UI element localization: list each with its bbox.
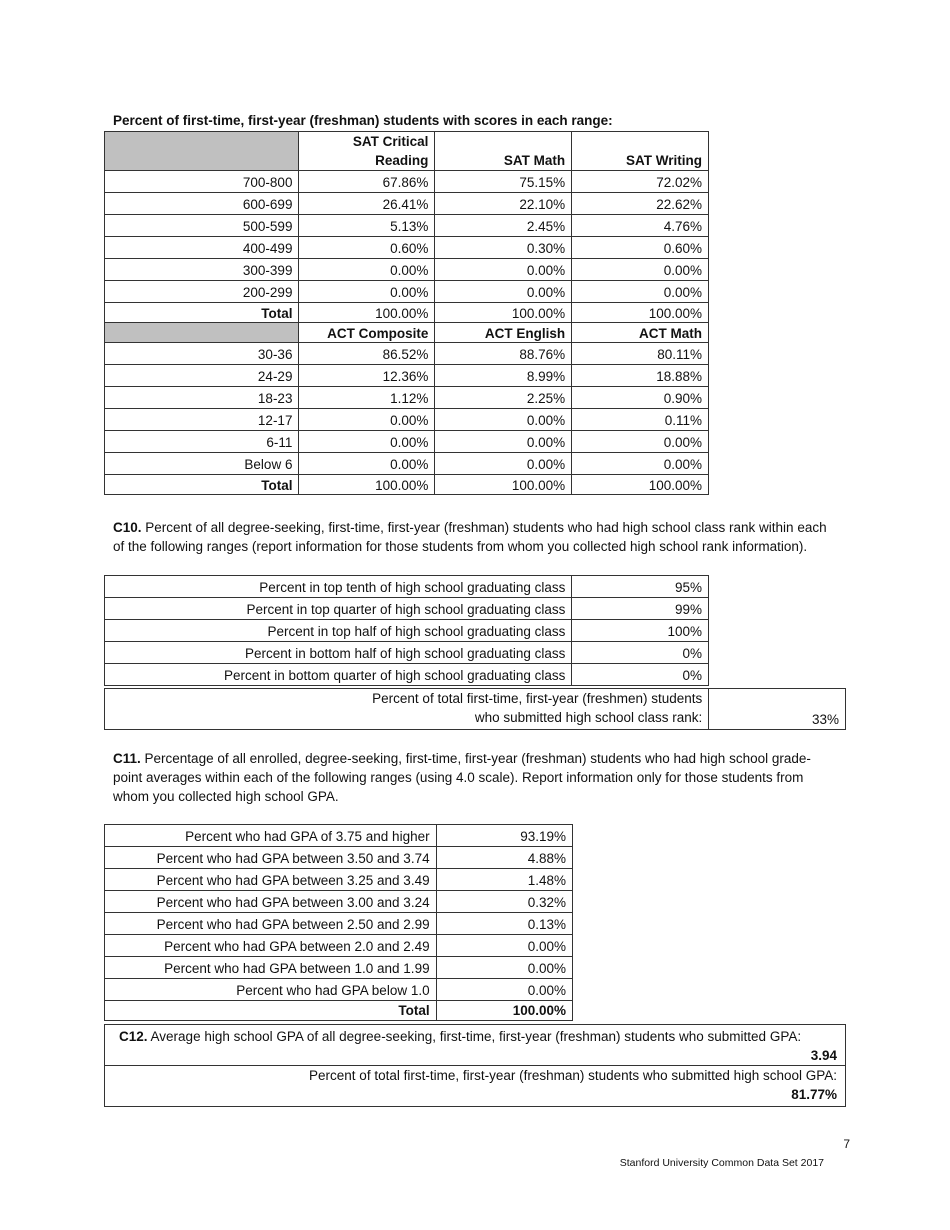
score-range-label: 12-17: [105, 409, 299, 431]
score-percent-cell: 0.60%: [299, 237, 435, 259]
gpa-range-value: 0.00%: [436, 979, 572, 1001]
c11-description: C11. Percentage of all enrolled, degree-seeking, first-time, first-year (freshman) students who had high school grade-point averages within each of the following ranges (using 4.0 scale). Report information only for those students from whom you collected high school GPA.: [113, 751, 811, 804]
score-percent-cell: 0.11%: [572, 409, 709, 431]
sat-score-row: [105, 171, 709, 193]
act-header-blank: [105, 323, 299, 343]
gpa-range-label: Percent who had GPA between 1.0 and 1.99: [105, 957, 437, 979]
c12-percent-label: Percent of total first-time, first-year (freshman) students who submitted high school GPA:: [309, 1068, 837, 1083]
sat-total-row: [105, 303, 709, 323]
score-percent-cell: 0.00%: [299, 281, 435, 303]
score-percent-cell: 0.00%: [572, 259, 709, 281]
score-percent-cell: 0.00%: [299, 453, 435, 475]
gpa-range-row: [105, 847, 573, 869]
gpa-range-row: [105, 979, 573, 1001]
score-percent-cell: 22.10%: [435, 193, 572, 215]
score-percent-cell: 18.88%: [572, 365, 709, 387]
sat-header-blank: [105, 132, 299, 171]
score-percent-cell: 88.76%: [435, 343, 572, 365]
act-score-row: [105, 387, 709, 409]
gpa-range-value: 0.00%: [436, 935, 572, 957]
score-percent-cell: 0.00%: [435, 431, 572, 453]
score-percent-cell: 0.00%: [435, 281, 572, 303]
gpa-range-row: [105, 913, 573, 935]
class-rank-value: 99%: [572, 598, 709, 620]
gpa-range-value: 0.00%: [436, 957, 572, 979]
score-percent-cell: 12.36%: [299, 365, 435, 387]
act-score-row: [105, 431, 709, 453]
score-percent-cell: 0.00%: [435, 453, 572, 475]
gpa-range-label: Percent who had GPA between 3.50 and 3.74: [105, 847, 437, 869]
score-range-label: 24-29: [105, 365, 299, 387]
gpa-range-label: Percent who had GPA between 2.0 and 2.49: [105, 935, 437, 957]
act-header-cell: ACT Composite: [299, 323, 435, 343]
sat-header-math: SAT Math: [435, 132, 572, 171]
sat-header-critical-reading: SAT Critical Reading: [299, 132, 435, 171]
score-percent-cell: 8.99%: [435, 365, 572, 387]
c11-total-label: Total: [105, 1001, 437, 1021]
act-score-row: [105, 453, 709, 475]
c11-total-value: 100.00%: [436, 1001, 572, 1021]
score-range-label: 18-23: [105, 387, 299, 409]
score-percent-cell: 0.90%: [572, 387, 709, 409]
score-percent-cell: 80.11%: [572, 343, 709, 365]
gpa-range-value: 0.32%: [436, 891, 572, 913]
class-rank-value: 100%: [572, 620, 709, 642]
score-range-label: 500-599: [105, 215, 299, 237]
class-rank-row: [105, 664, 709, 686]
scores-table: [104, 131, 709, 495]
score-percent-cell: 0.00%: [299, 259, 435, 281]
gpa-range-value: 0.13%: [436, 913, 572, 935]
gpa-range-label: Percent who had GPA between 2.50 and 2.99: [105, 913, 437, 935]
c10-submitted-label: Percent of total first-time, first-year (freshmen) students who submitted high school class rank:: [105, 689, 709, 730]
score-range-label: Below 6: [105, 453, 299, 475]
page-number: 7: [843, 1137, 850, 1151]
act-header-cell: ACT English: [435, 323, 572, 343]
c11-total-row: [105, 1001, 573, 1021]
score-range-label: 30-36: [105, 343, 299, 365]
c12-average-value: 3.94: [810, 1048, 837, 1063]
scores-title: Percent of first-time, first-year (freshman) students with scores in each range:: [113, 113, 613, 128]
c10-class-rank-table: [104, 575, 709, 686]
score-percent-cell: 67.86%: [299, 171, 435, 193]
class-rank-label: Percent in bottom quarter of high school graduating class: [105, 664, 572, 686]
gpa-range-row: [105, 957, 573, 979]
class-rank-row: [105, 576, 709, 598]
class-rank-row: [105, 598, 709, 620]
gpa-range-value: 93.19%: [436, 825, 572, 847]
gpa-range-label: Percent who had GPA between 3.00 and 3.24: [105, 891, 437, 913]
total-value: 100.00%: [299, 475, 435, 495]
score-percent-cell: 2.25%: [435, 387, 572, 409]
total-value: 100.00%: [572, 475, 709, 495]
act-total-row: [105, 475, 709, 495]
gpa-range-label: Percent who had GPA between 3.25 and 3.49: [105, 869, 437, 891]
score-percent-cell: 0.30%: [435, 237, 572, 259]
sat-header-writing: SAT Writing: [572, 132, 709, 171]
c10-description: C10. Percent of all degree-seeking, first-time, first-year (freshman) students who had high school class rank within each of the following ranges (report information for those students from whom you collected high school rank information).: [113, 520, 827, 554]
total-value: 100.00%: [299, 303, 435, 323]
score-percent-cell: 0.00%: [572, 453, 709, 475]
c12-percent-row: [105, 1066, 846, 1107]
sat-score-row: [105, 281, 709, 303]
score-percent-cell: 2.45%: [435, 215, 572, 237]
score-percent-cell: 4.76%: [572, 215, 709, 237]
gpa-range-row: [105, 891, 573, 913]
total-label: Total: [105, 475, 299, 495]
class-rank-row: [105, 620, 709, 642]
class-rank-label: Percent in bottom half of high school graduating class: [105, 642, 572, 664]
score-percent-cell: 1.12%: [299, 387, 435, 409]
act-score-row: [105, 343, 709, 365]
c12-gpa-table: [104, 1024, 846, 1107]
gpa-range-row: [105, 935, 573, 957]
score-range-label: 6-11: [105, 431, 299, 453]
act-score-row: [105, 365, 709, 387]
score-range-label: 400-499: [105, 237, 299, 259]
sat-score-row: [105, 259, 709, 281]
score-percent-cell: 26.41%: [299, 193, 435, 215]
score-percent-cell: 86.52%: [299, 343, 435, 365]
c12-average-row: [105, 1025, 846, 1066]
act-score-row: [105, 409, 709, 431]
act-header-row: [105, 323, 709, 343]
class-rank-value: 0%: [572, 642, 709, 664]
total-value: 100.00%: [572, 303, 709, 323]
total-label: Total: [105, 303, 299, 323]
score-range-label: 300-399: [105, 259, 299, 281]
act-header-cell: ACT Math: [572, 323, 709, 343]
gpa-range-label: Percent who had GPA of 3.75 and higher: [105, 825, 437, 847]
class-rank-label: Percent in top quarter of high school graduating class: [105, 598, 572, 620]
gpa-range-row: [105, 869, 573, 891]
score-percent-cell: 5.13%: [299, 215, 435, 237]
gpa-range-value: 1.48%: [436, 869, 572, 891]
score-percent-cell: 22.62%: [572, 193, 709, 215]
c11-gpa-table: [104, 824, 573, 1021]
sat-score-row: [105, 193, 709, 215]
class-rank-row: [105, 642, 709, 664]
score-percent-cell: 0.00%: [435, 259, 572, 281]
class-rank-value: 0%: [572, 664, 709, 686]
score-percent-cell: 75.15%: [435, 171, 572, 193]
sat-header-row: [105, 132, 709, 171]
footer-source: Stanford University Common Data Set 2017: [619, 1157, 824, 1169]
c10-submitted-table: [104, 688, 846, 730]
c12-percent-value: 81.77%: [791, 1087, 837, 1102]
score-range-label: 200-299: [105, 281, 299, 303]
c12-percent-cell: [105, 1066, 846, 1107]
total-value: 100.00%: [435, 475, 572, 495]
class-rank-label: Percent in top half of high school graduating class: [105, 620, 572, 642]
total-value: 100.00%: [435, 303, 572, 323]
gpa-range-label: Percent who had GPA below 1.0: [105, 979, 437, 1001]
score-percent-cell: 72.02%: [572, 171, 709, 193]
score-percent-cell: 0.00%: [299, 409, 435, 431]
c12-average-cell: C12. Average high school GPA of all degree-seeking, first-time, first-year (freshman) students who submitted GPA: 3.94: [105, 1025, 846, 1066]
class-rank-label: Percent in top tenth of high school graduating class: [105, 576, 572, 598]
score-percent-cell: 0.00%: [572, 431, 709, 453]
score-percent-cell: 0.00%: [299, 431, 435, 453]
score-percent-cell: 0.00%: [435, 409, 572, 431]
class-rank-value: 95%: [572, 576, 709, 598]
sat-score-row: [105, 237, 709, 259]
score-range-label: 600-699: [105, 193, 299, 215]
score-range-label: 700-800: [105, 171, 299, 193]
sat-score-row: [105, 215, 709, 237]
gpa-range-row: [105, 825, 573, 847]
c10-submitted-value: 33%: [709, 689, 846, 730]
score-percent-cell: 0.60%: [572, 237, 709, 259]
c10-submitted-row: [105, 689, 846, 730]
gpa-range-value: 4.88%: [436, 847, 572, 869]
score-percent-cell: 0.00%: [572, 281, 709, 303]
